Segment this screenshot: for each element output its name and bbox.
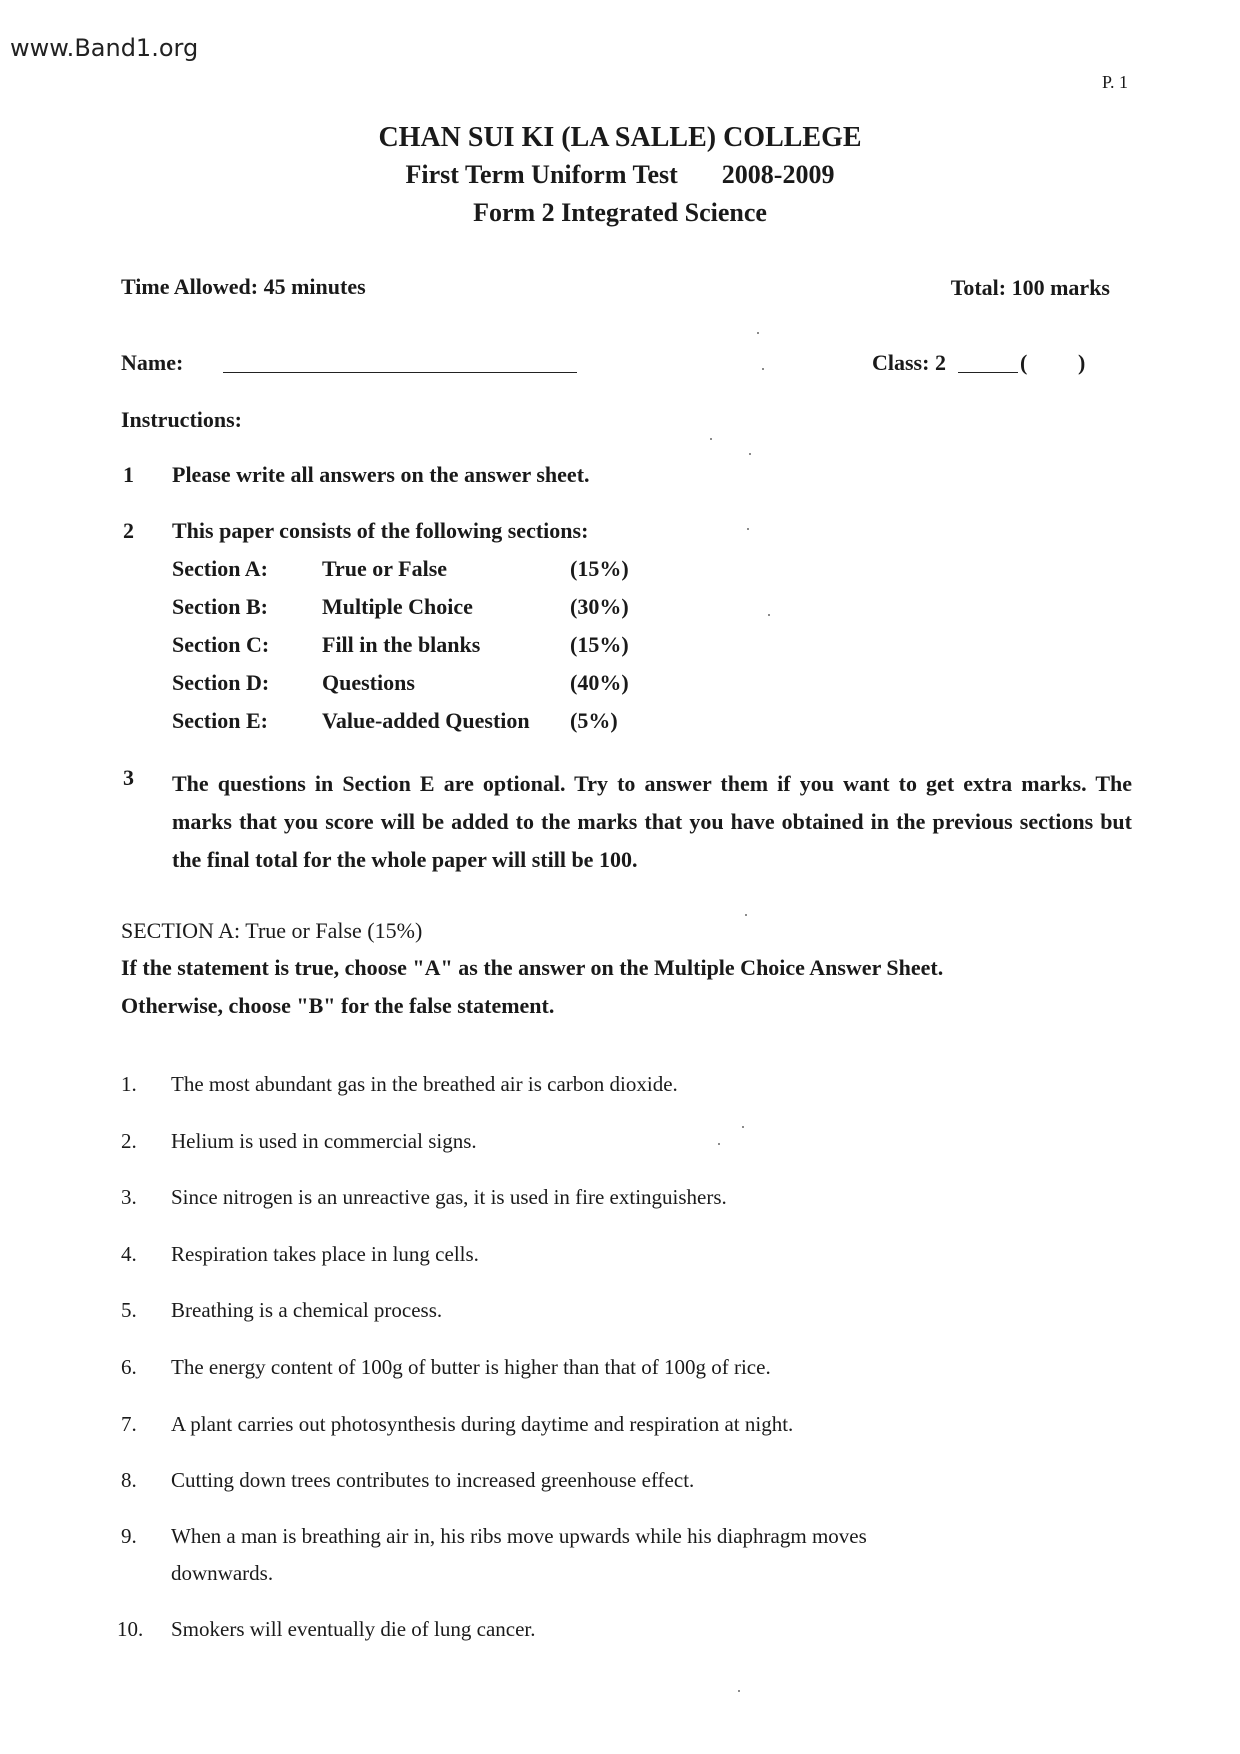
section-name: Fill in the blanks	[322, 632, 481, 657]
question-text: Since nitrogen is an unreactive gas, it is used in fire extinguishers.	[171, 1185, 727, 1209]
total-marks: Total: 100 marks	[950, 275, 1110, 300]
instruction-text-optional: The questions in Section E are optional. Try to answer them if you want to get extra marks. The marks that you score will be added to the marks that you have obtained in the previous sections but the final total for the whole paper will still be 100.	[172, 771, 1132, 872]
school-name: CHAN SUI KI (LA SALLE) COLLEGE	[378, 122, 862, 153]
section-label: Section B:	[172, 594, 268, 619]
section-weight: (15%)	[570, 556, 629, 581]
question-text: The most abundant gas in the breathed air is carbon dioxide.	[171, 1072, 678, 1096]
section-name: Value-added Question	[322, 708, 530, 733]
class-number-paren-close: )	[1078, 350, 1086, 375]
class-number-paren-open: (	[1020, 350, 1028, 375]
scan-speck	[747, 528, 749, 530]
instruction-number: 2	[123, 518, 134, 543]
scan-speck	[738, 1690, 740, 1692]
question-number: 4.	[121, 1242, 137, 1266]
name-field-line[interactable]	[223, 372, 577, 373]
instruction-text: This paper consists of the following sections:	[172, 518, 589, 543]
question-number: 2.	[121, 1129, 137, 1153]
instruction-text: Please write all answers on the answer sheet.	[172, 462, 590, 487]
instructions-heading: Instructions:	[121, 407, 243, 432]
scan-speck	[749, 453, 751, 455]
section-a-directions-2: Otherwise, choose "B" for the false statement.	[121, 993, 555, 1018]
section-label: Section D:	[172, 670, 270, 695]
question-text: Smokers will eventually die of lung cancer.	[171, 1617, 536, 1641]
question-text: The energy content of 100g of butter is higher than that of 100g of rice.	[171, 1355, 771, 1379]
question-number: 7.	[121, 1412, 137, 1436]
section-a-title: SECTION A: True or False (15%)	[121, 918, 423, 943]
question-text: Cutting down trees contributes to increased greenhouse effect.	[171, 1468, 695, 1492]
time-allowed: Time Allowed: 45 minutes	[121, 274, 366, 299]
section-name: Multiple Choice	[322, 594, 473, 619]
class-label: Class: 2	[872, 350, 946, 375]
scan-speck	[710, 438, 712, 440]
test-title	[0, 160, 1240, 190]
website-watermark: www.Band1.org	[10, 34, 199, 62]
test-year: 2008-2009	[721, 160, 835, 189]
scan-speck	[718, 1143, 720, 1145]
section-label: Section E:	[172, 708, 268, 733]
scan-speck	[745, 914, 747, 916]
section-weight: (5%)	[570, 708, 618, 733]
section-name: True or False	[322, 556, 448, 581]
question-text: Respiration takes place in lung cells.	[171, 1242, 479, 1266]
scan-speck	[768, 614, 770, 616]
instruction-number: 3	[123, 765, 134, 790]
question-text: Breathing is a chemical process.	[171, 1298, 443, 1322]
question-number: 9.	[121, 1524, 137, 1548]
question-text: Helium is used in commercial signs.	[171, 1129, 477, 1153]
section-label: Section A:	[172, 556, 268, 581]
name-label: Name:	[121, 350, 184, 375]
question-number: 8.	[121, 1468, 137, 1492]
section-weight: (15%)	[570, 632, 629, 657]
section-weight: (40%)	[570, 670, 629, 695]
subject-title: Form 2 Integrated Science	[473, 198, 767, 227]
question-number: 1.	[121, 1072, 137, 1096]
section-label: Section C:	[172, 632, 270, 657]
question-number: 10.	[117, 1617, 144, 1641]
section-weight: (30%)	[570, 594, 629, 619]
page-number: P. 1	[1101, 72, 1128, 92]
scan-speck	[762, 368, 764, 370]
class-field-line[interactable]	[958, 372, 1018, 373]
question-text-continued: downwards.	[171, 1561, 274, 1585]
section-name: Questions	[322, 670, 415, 695]
instruction-number: 1	[123, 462, 134, 487]
question-number: 3.	[121, 1185, 137, 1209]
question-text: When a man is breathing air in, his ribs move upwards while his diaphragm moves	[171, 1524, 867, 1548]
question-number: 5.	[121, 1298, 137, 1322]
question-number: 6.	[121, 1355, 137, 1379]
section-a-directions-1: If the statement is true, choose "A" as the answer on the Multiple Choice Answer Sheet.	[121, 955, 944, 980]
question-text: A plant carries out photosynthesis during daytime and respiration at night.	[171, 1412, 794, 1436]
scan-speck	[757, 332, 759, 334]
scan-speck	[742, 1126, 744, 1128]
test-name: First Term Uniform Test	[405, 160, 678, 189]
